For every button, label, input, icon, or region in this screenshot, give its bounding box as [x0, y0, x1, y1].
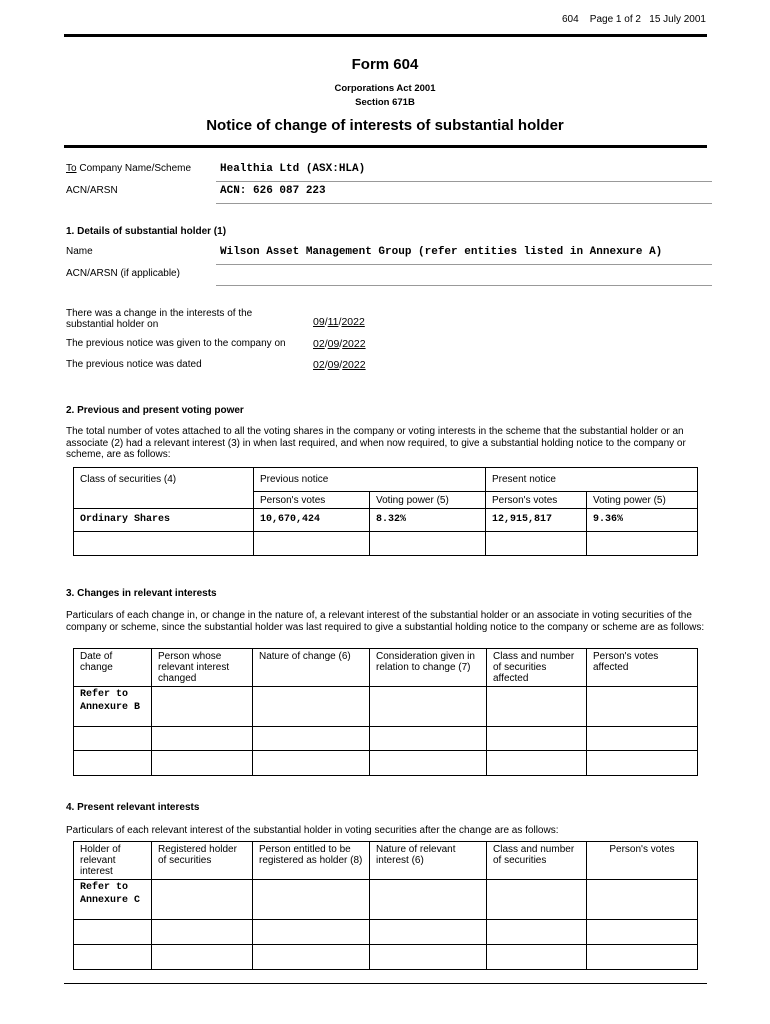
c4-nature-header: Nature of relevant interest (6): [370, 842, 487, 880]
section-title: Section 671B: [355, 97, 415, 108]
holder-acn-underline: [216, 285, 712, 286]
col-class-header: Class of securities (4): [74, 468, 254, 509]
prev-given-date-field[interactable]: 02/09/2022: [313, 338, 366, 350]
voting-power-table: [73, 467, 698, 556]
act-title: Corporations Act 2001: [334, 83, 436, 94]
empty-cell[interactable]: [254, 532, 370, 556]
title-rule: [64, 145, 707, 148]
empty-cell[interactable]: [486, 532, 587, 556]
c4-class-header: Class and number of securities: [487, 842, 587, 880]
to-label: [66, 163, 191, 174]
section4-text: Particulars of each relevant interest of the substantial holder in voting securities after the change are as follows:: [66, 825, 559, 836]
empty-cell[interactable]: [587, 945, 698, 970]
prev-power-header: Voting power (5): [370, 492, 486, 509]
acn-label: ACN/ARSN: [66, 185, 118, 196]
holder-acn-label: ACN/ARSN (if applicable): [66, 268, 180, 279]
section1-heading: 1. Details of substantial holder (1): [66, 226, 227, 237]
section3-text: Particulars of each change in, or change in the nature of, a relevant interest of the substantial holder or an associate in voting securities of the company or scheme, since the substantial holder was last required to give a substantial holding notice to the company or scheme are as follows:: [66, 610, 705, 633]
prev-votes-cell[interactable]: 10,670,424: [254, 509, 370, 532]
empty-cell[interactable]: [587, 880, 698, 920]
holder-name-underline: [216, 264, 712, 265]
c3-class-header: Class and number of securities affected: [487, 649, 587, 687]
prev-votes-header: Person's votes: [254, 492, 370, 509]
header-rule: [64, 34, 707, 37]
class-cell[interactable]: Ordinary Shares: [74, 509, 254, 532]
empty-cell[interactable]: [370, 727, 487, 751]
empty-cell[interactable]: [587, 751, 698, 776]
c4-entitled-header: Person entitled to be registered as holder (8): [253, 842, 370, 880]
to-prefix: To: [66, 163, 77, 174]
pres-votes-header: Person's votes: [486, 492, 587, 509]
header-date: 15 July 2001: [649, 14, 706, 25]
section4-heading: 4. Present relevant interests: [66, 802, 200, 813]
col-present-header: Present notice: [486, 468, 698, 492]
empty-cell[interactable]: [253, 945, 370, 970]
prev-dated-year: 2022: [342, 359, 366, 371]
prev-given-day: 02: [313, 338, 325, 350]
c4-ref-cell[interactable]: Refer to Annexure C: [74, 880, 152, 920]
company-label: Company Name/Scheme: [76, 163, 192, 174]
prev-power-cell[interactable]: 8.32%: [370, 509, 486, 532]
company-underline: [216, 181, 712, 182]
empty-cell[interactable]: [370, 880, 487, 920]
empty-cell[interactable]: [152, 727, 253, 751]
prev-dated-label: The previous notice was dated: [66, 359, 202, 370]
empty-cell[interactable]: [587, 727, 698, 751]
holder-name-field[interactable]: Wilson Asset Management Group (refer entities listed in Annexure A): [220, 246, 663, 258]
c3-nature-header: Nature of change (6): [253, 649, 370, 687]
change-month: 11: [327, 316, 339, 328]
empty-cell[interactable]: [487, 920, 587, 945]
c4-votes-header: Person's votes: [587, 842, 698, 880]
section2-heading: 2. Previous and present voting power: [66, 405, 244, 416]
change-date-field[interactable]: 09/11/2022: [313, 316, 365, 328]
empty-cell[interactable]: [487, 687, 587, 727]
change-year: 2022: [341, 316, 365, 328]
empty-cell[interactable]: [487, 727, 587, 751]
c4-registered-header: Registered holder of securities: [152, 842, 253, 880]
acn-field[interactable]: ACN: 626 087 223: [220, 185, 326, 197]
empty-cell[interactable]: [253, 880, 370, 920]
empty-cell[interactable]: [152, 880, 253, 920]
changes-table: [73, 648, 698, 776]
empty-cell[interactable]: [253, 920, 370, 945]
empty-cell[interactable]: [253, 687, 370, 727]
section3-heading: 3. Changes in relevant interests: [66, 588, 217, 599]
form-title: Form 604: [351, 56, 419, 73]
empty-cell[interactable]: [587, 687, 698, 727]
empty-cell[interactable]: [487, 751, 587, 776]
empty-cell[interactable]: [370, 920, 487, 945]
c3-ref-cell[interactable]: Refer to Annexure B: [74, 687, 152, 727]
c3-consideration-header: Consideration given in relation to change (7): [370, 649, 487, 687]
pres-power-header: Voting power (5): [587, 492, 698, 509]
company-name-field[interactable]: Healthia Ltd (ASX:HLA): [220, 163, 366, 175]
change-date-label: There was a change in the interests of the substantial holder on: [66, 308, 253, 330]
empty-cell[interactable]: [74, 532, 254, 556]
empty-cell[interactable]: [370, 532, 486, 556]
c4-holder-header: Holder of relevant interest: [74, 842, 152, 880]
c3-votes-header: Person's votes affected: [587, 649, 698, 687]
change-day: 09: [313, 316, 325, 328]
col-previous-header: Previous notice: [254, 468, 486, 492]
empty-cell[interactable]: [487, 880, 587, 920]
page-indicator: Page 1 of 2: [589, 14, 641, 25]
empty-cell[interactable]: [370, 687, 487, 727]
pres-votes-cell[interactable]: 12,915,817: [486, 509, 587, 532]
empty-cell[interactable]: [370, 945, 487, 970]
prev-dated-day: 02: [313, 359, 325, 371]
empty-cell[interactable]: [152, 920, 253, 945]
empty-cell[interactable]: [74, 727, 152, 751]
empty-cell[interactable]: [253, 751, 370, 776]
c3-date-header: Date of change: [74, 649, 152, 687]
prev-given-month: 09: [327, 338, 340, 350]
notice-title: Notice of change of interests of substantial holder: [206, 117, 564, 134]
section2-text: The total number of votes attached to all the voting shares in the company or voting interests in the scheme that the substantial holder or an associate (2) had a relevant interest (3) in when last required, and when now required, to give a substantial holding notice to the company or scheme, are as follows:: [66, 426, 686, 460]
prev-dated-date-field[interactable]: 02/09/2022: [313, 359, 366, 371]
empty-cell[interactable]: [587, 920, 698, 945]
empty-cell[interactable]: [74, 920, 152, 945]
acn-underline: [216, 203, 712, 204]
empty-cell[interactable]: [74, 751, 152, 776]
pres-power-cell[interactable]: 9.36%: [587, 509, 698, 532]
prev-given-year: 2022: [342, 338, 366, 350]
empty-cell[interactable]: [253, 727, 370, 751]
empty-cell[interactable]: [74, 945, 152, 970]
prev-given-label: The previous notice was given to the company on: [66, 338, 286, 349]
c3-person-header: Person whose relevant interest changed: [152, 649, 253, 687]
prev-dated-month: 09: [327, 359, 340, 371]
form-number: 604: [561, 14, 579, 25]
empty-cell[interactable]: [152, 687, 253, 727]
empty-cell[interactable]: [587, 532, 698, 556]
holder-name-label: Name: [66, 246, 93, 257]
page-header: [562, 14, 706, 25]
empty-cell[interactable]: [370, 751, 487, 776]
empty-cell[interactable]: [152, 751, 253, 776]
footer-rule: [64, 983, 707, 984]
empty-cell[interactable]: [487, 945, 587, 970]
empty-cell[interactable]: [152, 945, 253, 970]
present-interests-table: [73, 841, 698, 970]
